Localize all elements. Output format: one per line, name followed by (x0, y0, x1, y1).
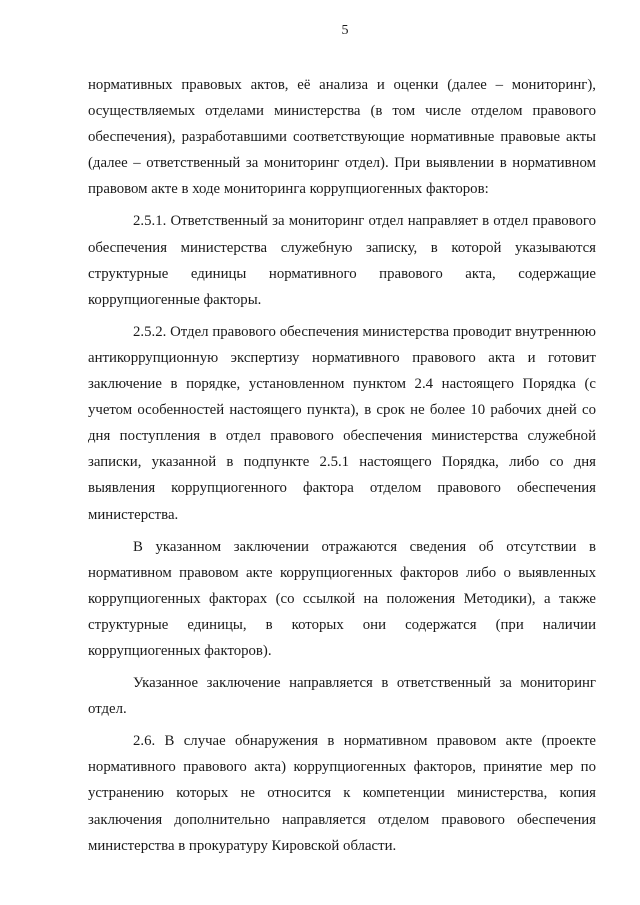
paragraph-2-5-2: 2.5.2. Отдел правового обеспечения министерства проводит внутреннюю антикоррупционную экспертизу нормативного правового акта и готовит заключение в порядке, установленном пунктом 2.4 настоящего Порядка (с учетом особенностей настоящего пункта), в срок не более 10 рабочих дней со дня поступления в отдел правового обеспечения министерства служебной записки, указанной в подпункте 2.5.1 настоящего Порядка, либо со дня выявления коррупциогенного фактора отделом правового обеспечения министерства. (88, 323, 596, 523)
paragraph-conclusion-content: В указанном заключении отражаются сведения об отсутствии в нормативном правовом акте коррупциогенных факторов либо о выявленных коррупциогенных факторах (со ссылкой на положения Методики), а также структурные единицы, в которых они содержатся (при наличии коррупциогенных факторов). (88, 538, 596, 659)
paragraph-conclusion-sent: Указанное заключение направляется в ответственный за мониторинг отдел. (88, 675, 596, 718)
page-number: 5 (341, 23, 349, 38)
paragraph-2-6: 2.6. В случае обнаружения в нормативном правовом акте (проекте нормативного правового акта) коррупциогенных факторов, принятие мер по устранению которых не относится к компетенции министерства, копия заключения дополнительно направляется отделом правового обеспечения министерства в прокуратуру Кировской области. (88, 733, 596, 854)
paragraph-continuation: нормативных правовых актов, её анализа и оценки (далее – мониторинг), осуществляемых отделами министерства (в том числе отделом правового обеспечения), разработавшими соответствующие нормативные правовые акты (далее – ответственный за мониторинг отдел). При выявлении в нормативном правовом акте в ходе мониторинга коррупциогенных факторов: (88, 77, 596, 198)
document-body (88, 72, 596, 859)
paragraph-2-5-1: 2.5.1. Ответственный за мониторинг отдел направляет в отдел правового обеспечения министерства служебную записку, в которой указываются структурные единицы нормативного правового акта, содержащие коррупциогенные факторы. (88, 213, 596, 308)
